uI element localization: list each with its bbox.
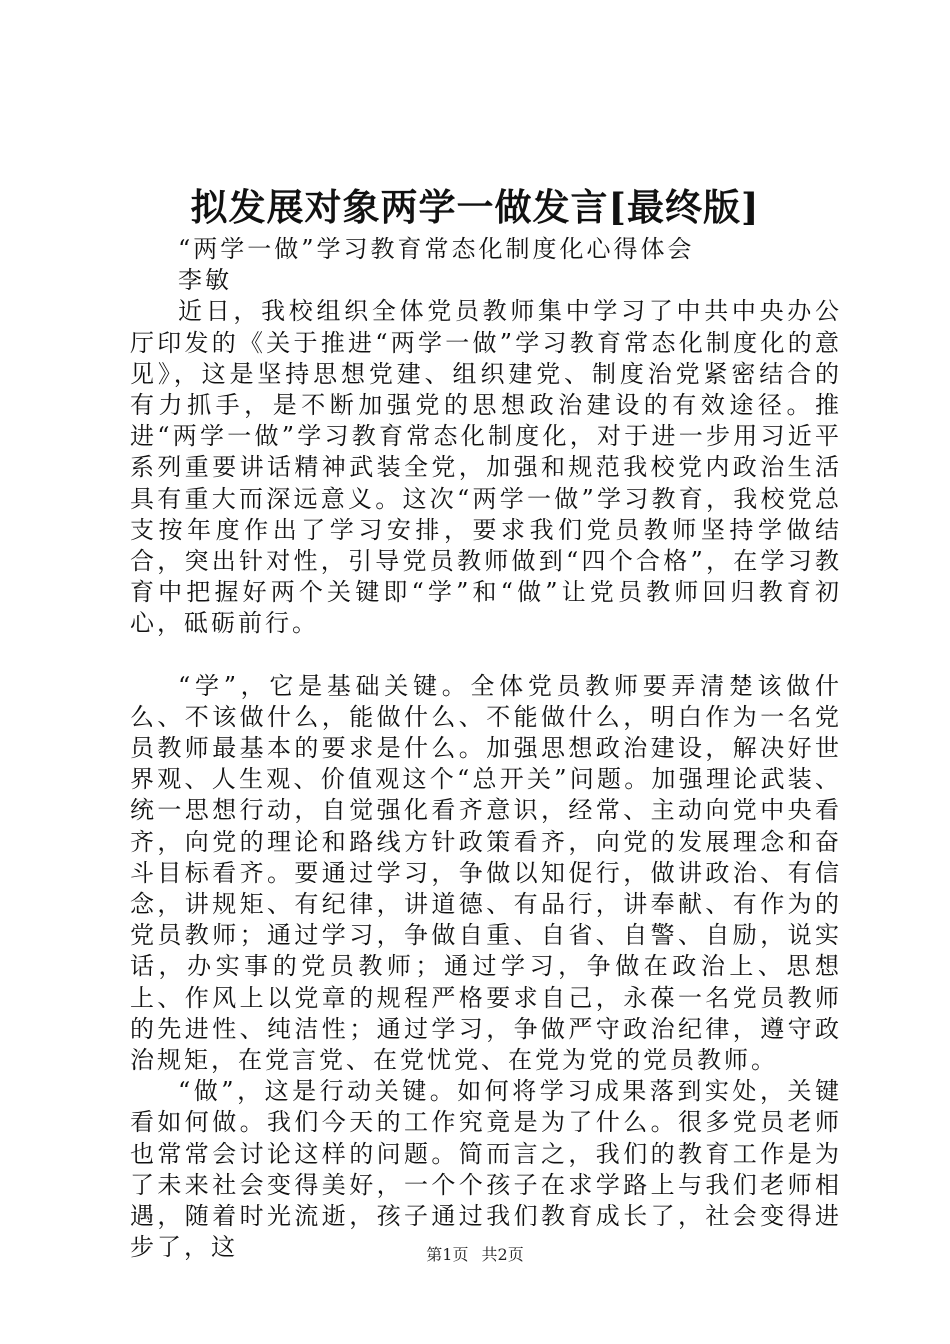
- page-number: 第1页: [426, 1245, 469, 1264]
- subtitle-line: “两学一做”学习教育常态化制度化心得体会: [178, 235, 695, 263]
- document-title: 拟发展对象两学一做发言[最终版]: [190, 185, 760, 229]
- author-line: 李敏: [178, 266, 232, 295]
- paragraph-action: “做”，这是行动关键。如何将学习成果落到实处，关键看如何做。我们今天的工作究竟是为了什么。很多党员老师也常常会讨论这样的问题。简而言之，我们的教育工作是为了未来社会变得美好，一个个孩子在求学路上与我们老师相遇，随着时光流逝，孩子通过我们教育成长了，社会变得进步了，这: [130, 1077, 842, 1262]
- paragraph-intro: 近日，我校组织全体党员教师集中学习了中共中央办公厅印发的《关于推进“两学一做”学习教育常态化制度化的意见》，这是坚持思想党建、组织建党、制度治党紧密结合的有力抓手，是不断加强党的思想政治建设的有效途径。推进“两学一做”学习教育常态化制度化，对于进一步用习近平系列重要讲话精神武装全党，加强和规范我校党内政治生活具有重大而深远意义。这次“两学一做”学习教育，我校党总支按年度作出了学习安排，要求我们党员教师坚持学做结合，突出针对性，引导党员教师做到“四个合格”，在学习教育中把握好两个关键即“学”和“做”让党员教师回归教育初心，砥砺前行。: [130, 297, 842, 638]
- document-body: [130, 234, 842, 1264]
- page-total: 共2页: [481, 1245, 524, 1264]
- page-footer: [0, 1245, 950, 1265]
- paragraph-study: “学”，它是基础关键。全体党员教师要弄清楚该做什么、不该做什么，能做什么、不能做什么，明白作为一名党员教师最基本的要求是什么。加强思想政治建设，解决好世界观、人生观、价值观这个“总开关”问题。加强理论武装、统一思想行动，自觉强化看齐意识，经常、主动向党中央看齐，向党的理论和路线方针政策看齐，向党的发展理念和奋斗目标看齐。要通过学习，争做以知促行，做讲政治、有信念，讲规矩、有纪律，讲道德、有品行，讲奉献、有作为的党员教师；通过学习，争做自重、自省、自警、自励，说实话，办实事的党员教师；通过学习，争做在政治上、思想上、作风上以党章的规程严格要求自己，永葆一名党员教师的先进性、纯洁性；通过学习，争做严守政治纪律，遵守政治规矩，在党言党、在党忧党、在党为党的党员教师。: [130, 671, 842, 1075]
